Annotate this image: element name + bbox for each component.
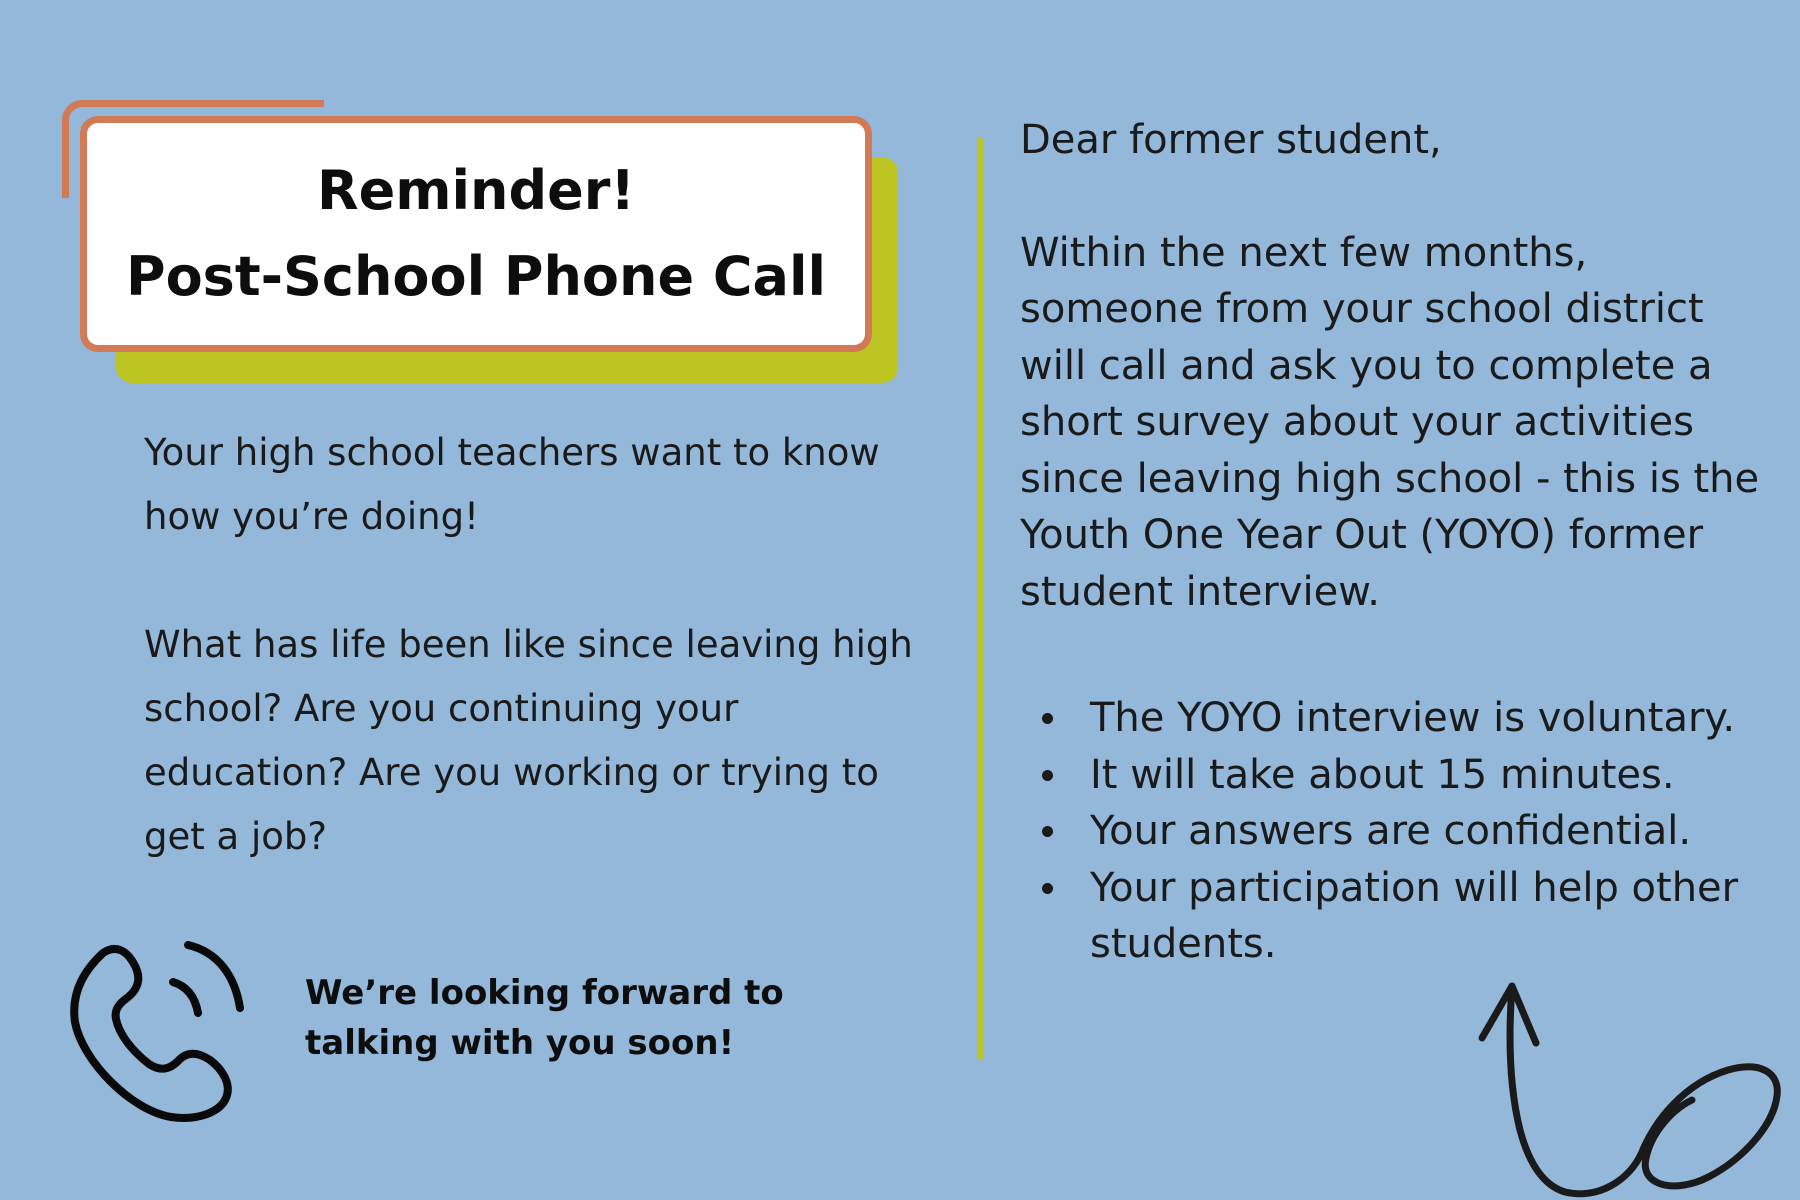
curly-arrow-icon	[1470, 980, 1800, 1200]
column-divider	[977, 137, 983, 1060]
closing-message: We’re looking forward to talking with you soon!	[305, 973, 784, 1063]
letter-greeting: Dear former student,	[1020, 117, 1442, 163]
list-item	[1020, 747, 1780, 804]
interview-facts-list	[1020, 690, 1780, 973]
title-card	[80, 116, 872, 352]
bullet-icon	[1042, 883, 1053, 894]
list-item	[1020, 690, 1780, 747]
bullet-icon	[1042, 826, 1053, 837]
list-item	[1020, 860, 1780, 973]
title-reminder: Reminder!	[317, 159, 635, 222]
list-item-text: It will take about 15 minutes.	[1090, 751, 1675, 798]
letter-column	[1020, 112, 1780, 973]
bullet-icon	[1042, 770, 1053, 781]
teachers-paragraph: Your high school teachers want to know how you’re doing!	[144, 431, 880, 538]
list-item	[1020, 803, 1780, 860]
list-item-text: The YOYO interview is voluntary.	[1090, 695, 1736, 741]
bullet-icon	[1042, 713, 1053, 724]
title-post-school-phone-call: Post-School Phone Call	[126, 245, 826, 308]
list-item-text: Your answers are confidential.	[1090, 808, 1692, 854]
letter-intro: Within the next few months, someone from your school district will call and ask you to complete a short survey about your activities since leaving high school - this is the Youth One Year Out (YOYO) former student interview.	[1020, 229, 1760, 615]
list-item-text: Your participation will help other students.	[1090, 864, 1739, 967]
phone-icon	[60, 912, 280, 1132]
life-questions-paragraph: What has life been like since leaving high school? Are you continuing your education? Are you working or trying to get a job?	[144, 623, 913, 858]
